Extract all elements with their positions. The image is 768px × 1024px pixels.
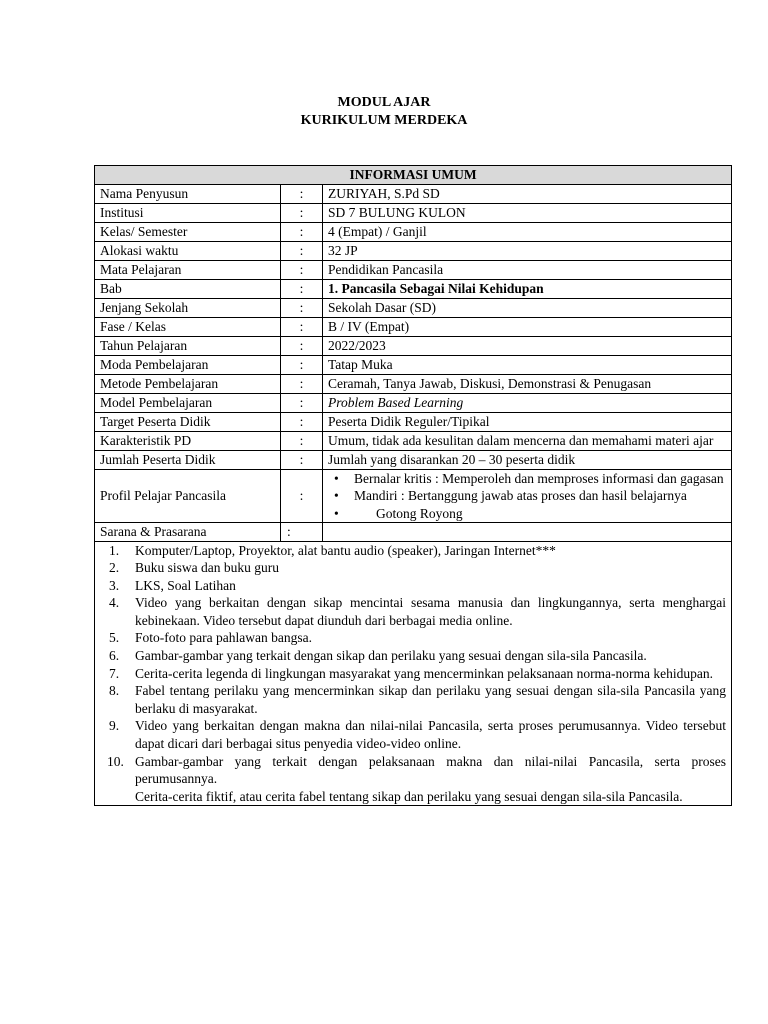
table-row xyxy=(95,431,732,450)
row-label: Institusi xyxy=(95,203,281,222)
row-separator: : xyxy=(281,412,323,431)
list-item: 6. Gambar-gambar yang terkait dengan sikap dan perilaku yang sesuai dengan sila-sila Pancasila. xyxy=(109,648,647,664)
row-label: Jumlah Peserta Didik xyxy=(95,450,281,469)
row-value: Peserta Didik Reguler/Tipikal xyxy=(323,412,732,431)
table-row xyxy=(95,355,732,374)
row-value: B / IV (Empat) xyxy=(323,317,732,336)
table-row xyxy=(95,450,732,469)
row-label: Alokasi waktu xyxy=(95,241,281,260)
row-value: ZURIYAH, S.Pd SD xyxy=(323,184,732,203)
row-separator: : xyxy=(281,393,323,412)
row-separator: : xyxy=(281,469,323,523)
row-separator: : xyxy=(281,222,323,241)
list-item: 9. Video yang berkaitan dengan makna dan nilai-nilai Pancasila, serta proses perumusannya. Video tersebut dapat dicari dari berbagai situs penyedia video-video online. xyxy=(109,718,727,752)
sarana-extra-text: Cerita-cerita fiktif, atau cerita fabel tentang sikap dan perilaku yang sesuai dengan sila-sila Pancasila. xyxy=(135,788,683,804)
row-separator: : xyxy=(281,298,323,317)
sarana-list xyxy=(95,542,726,788)
row-label: Profil Pelajar Pancasila xyxy=(95,469,281,523)
table-row xyxy=(95,203,732,222)
row-separator: : xyxy=(281,260,323,279)
profil-list xyxy=(328,470,726,523)
row-value: Jumlah yang disarankan 20 – 30 peserta didik xyxy=(323,450,732,469)
row-label: Nama Penyusun xyxy=(95,184,281,203)
row-value: Tatap Muka xyxy=(323,355,732,374)
row-separator: : xyxy=(281,279,323,298)
list-item: • Gotong Royong xyxy=(328,505,726,523)
row-separator: : xyxy=(281,203,323,222)
row-value: 2022/2023 xyxy=(323,336,732,355)
row-separator: : xyxy=(281,317,323,336)
row-value: Pendidikan Pancasila xyxy=(323,260,732,279)
list-item: 5. Foto-foto para pahlawan bangsa. xyxy=(109,630,312,646)
document-title: MODUL AJAR xyxy=(337,95,431,110)
row-value: SD 7 BULUNG KULON xyxy=(323,203,732,222)
table-row xyxy=(95,412,732,431)
row-label: Fase / Kelas xyxy=(95,317,281,336)
list-item: 3. LKS, Soal Latihan xyxy=(109,577,236,593)
list-item: 8. Fabel tentang perilaku yang mencerminkan sikap dan perilaku yang sesuai dengan sila-sila Pancasila yang berlaku di masyarakat. xyxy=(109,683,727,716)
table-row-sarana xyxy=(95,523,732,542)
document-subtitle: KURIKULUM MERDEKA xyxy=(300,113,468,128)
row-label: Metode Pembelajaran xyxy=(95,374,281,393)
row-separator: : xyxy=(281,355,323,374)
row-value: 4 (Empat) / Ganjil xyxy=(323,222,732,241)
sarana-list-row xyxy=(95,541,732,806)
row-value: Ceramah, Tanya Jawab, Diskusi, Demonstrasi & Penugasan xyxy=(323,374,732,393)
row-value: 32 JP xyxy=(323,241,732,260)
row-label: Jenjang Sekolah xyxy=(95,298,281,317)
table-row xyxy=(95,374,732,393)
row-separator: : xyxy=(281,241,323,260)
table-row xyxy=(95,317,732,336)
row-label: Kelas/ Semester xyxy=(95,222,281,241)
table-row xyxy=(95,184,732,203)
row-value: Umum, tidak ada kesulitan dalam mencerna dan memahami materi ajar xyxy=(323,431,732,450)
table-row-profil xyxy=(95,469,732,523)
section-header: INFORMASI UMUM xyxy=(95,166,732,185)
informasi-umum-table xyxy=(94,165,732,806)
row-label: Tahun Pelajaran xyxy=(95,336,281,355)
sarana-list-cell xyxy=(95,541,732,806)
table-row xyxy=(95,393,732,412)
list-item: 1. Komputer/Laptop, Proyektor, alat bantu audio (speaker), Jaringan Internet*** xyxy=(109,542,556,558)
row-separator: : xyxy=(281,374,323,393)
list-item: • Mandiri : Bertanggung jawab atas proses dan hasil belajarnya xyxy=(328,487,726,505)
row-label: Model Pembelajaran xyxy=(95,393,281,412)
row-label: Moda Pembelajaran xyxy=(95,355,281,374)
row-label: Karakteristik PD xyxy=(95,431,281,450)
list-item: • Bernalar kritis : Memperoleh dan memproses informasi dan gagasan xyxy=(328,470,726,488)
row-value xyxy=(323,523,732,542)
row-separator: : xyxy=(281,523,323,542)
list-item: 4. Video yang berkaitan dengan sikap mencintai sesama manusia dan lingkungannya, serta menghargai kebinekaan. Video tersebut dapat diunduh dari berbagai media online. xyxy=(109,595,727,628)
row-label: Sarana & Prasarana xyxy=(95,523,281,542)
row-label: Mata Pelajaran xyxy=(95,260,281,279)
row-separator: : xyxy=(281,184,323,203)
row-separator: : xyxy=(281,336,323,355)
row-label: Target Peserta Didik xyxy=(95,412,281,431)
table-row xyxy=(95,336,732,355)
table-row xyxy=(95,279,732,298)
row-value xyxy=(323,469,732,523)
table-row xyxy=(95,260,732,279)
table-row xyxy=(95,298,732,317)
row-separator: : xyxy=(281,431,323,450)
list-item: 2. Buku siswa dan buku guru xyxy=(109,560,279,576)
list-item: 7. Cerita-cerita legenda di lingkungan masyarakat yang mencerminkan pelaksanaan norma-norma kehidupan. xyxy=(109,665,714,681)
table-row xyxy=(95,222,732,241)
row-label: Bab xyxy=(95,279,281,298)
row-value: Sekolah Dasar (SD) xyxy=(323,298,732,317)
row-value: 1. Pancasila Sebagai Nilai Kehidupan xyxy=(323,279,732,298)
row-separator: : xyxy=(281,450,323,469)
table-row xyxy=(95,241,732,260)
row-value: Problem Based Learning xyxy=(323,393,732,412)
list-item: 10. Gambar-gambar yang terkait dengan pelaksanaan makna dan nilai-nilai Pancasila, serta proses perumusannya. xyxy=(107,753,727,787)
